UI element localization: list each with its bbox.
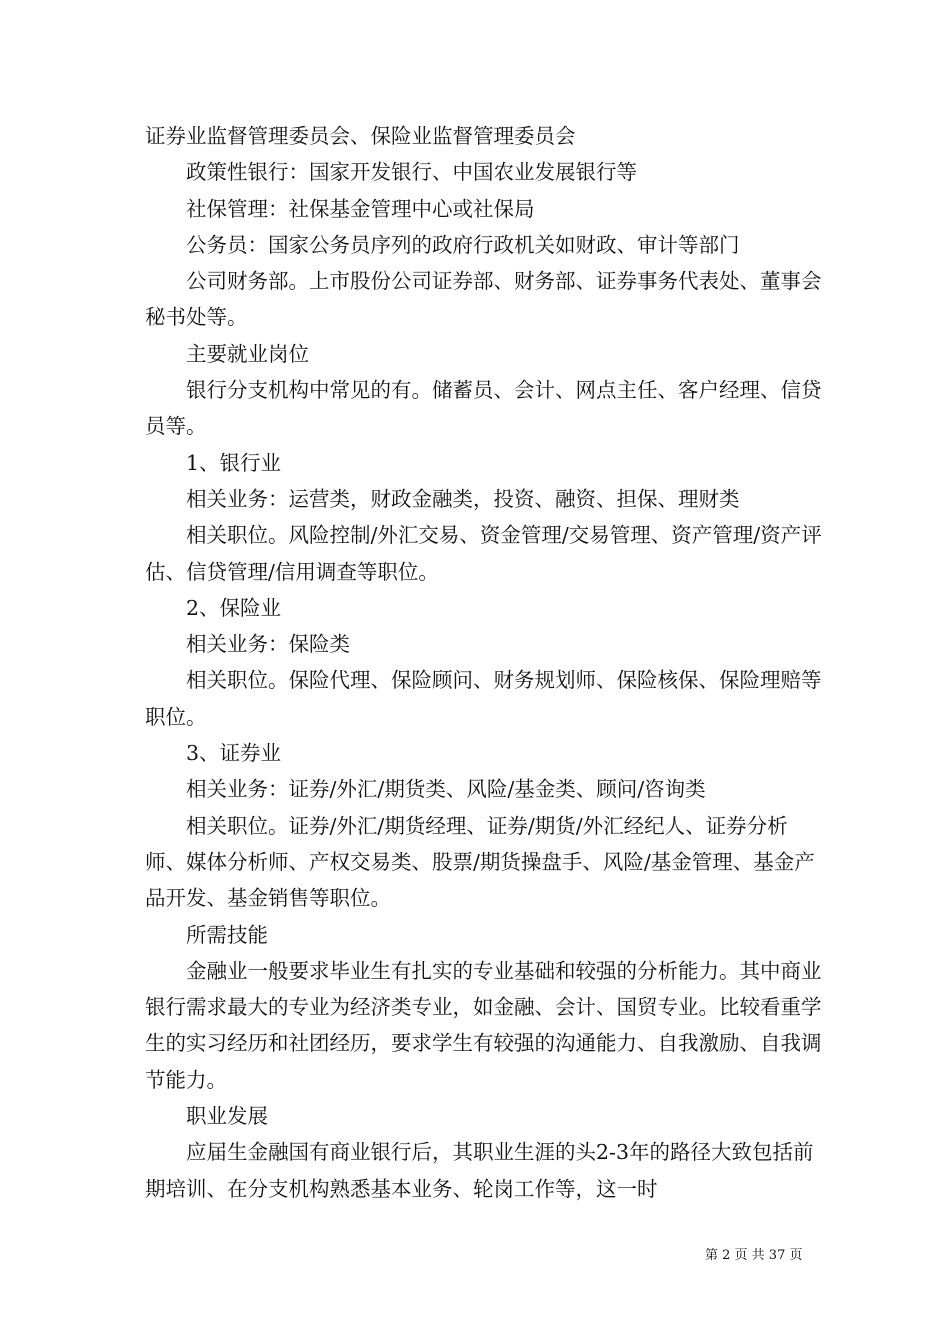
paragraph: 政策性银行：国家开发银行、中国农业发展银行等 — [186, 160, 637, 185]
paragraph: 相关业务：证券/外汇/期货类、风险/基金类、顾问/咨询类 — [186, 777, 706, 802]
paragraph: 主要就业岗位 — [186, 341, 309, 366]
paragraph: 1、银行业 — [186, 450, 282, 475]
paragraph: 公司财务部。上市股份公司证券部、财务部、证券事务代表处、董事会秘书处等。 — [145, 269, 822, 330]
paragraph: 职业发展 — [186, 1104, 268, 1129]
paragraph: 相关职位。证券/外汇/期货经理、证券/期货/外汇经纪人、证券分析师、媒体分析师、产权交易类、股票/期货操盘手、风险/基金管理、基金产品开发、基金销售等职位。 — [145, 813, 815, 911]
paragraph: 相关职位。保险代理、保险顾问、财务规划师、保险核保、保险理赔等职位。 — [145, 668, 822, 729]
paragraph: 公务员：国家公务员序列的政府行政机关如财政、审计等部门 — [186, 232, 740, 257]
paragraph: 银行分支机构中常见的有。储蓄员、会计、网点主任、客户经理、信贷员等。 — [145, 378, 822, 439]
paragraph: 所需技能 — [186, 922, 268, 947]
paragraph: 金融业一般要求毕业生有扎实的专业基础和较强的分析能力。其中商业银行需求最大的专业为经济类专业，如金融、会计、国贸专业。比较看重学生的实习经历和社团经历，要求学生有较强的沟通能力、自我激励、自我调节能力。 — [145, 958, 822, 1092]
paragraph: 应届生金融国有商业银行后，其职业生涯的头2-3年的路径大致包括前期培训、在分支机构熟悉基本业务、轮岗工作等，这一时 — [145, 1140, 814, 1201]
paragraph: 社保管理：社保基金管理中心或社保局 — [186, 196, 535, 221]
page-footer: 第 2 页 共 37 页 — [705, 1248, 803, 1263]
paragraph: 相关业务：保险类 — [186, 632, 350, 657]
paragraph: 证券业监督管理委员会、保险业监督管理委员会 — [145, 124, 576, 148]
paragraph: 相关业务：运营类，财政金融类，投资、融资、担保、理财类 — [186, 486, 740, 511]
paragraph: 相关职位。风险控制/外汇交易、资金管理/交易管理、资产管理/资产评估、信贷管理/信用调查等职位。 — [145, 523, 822, 584]
paragraph: 3、证券业 — [186, 741, 282, 766]
document-body — [145, 118, 825, 1207]
paragraph: 2、保险业 — [186, 595, 282, 620]
